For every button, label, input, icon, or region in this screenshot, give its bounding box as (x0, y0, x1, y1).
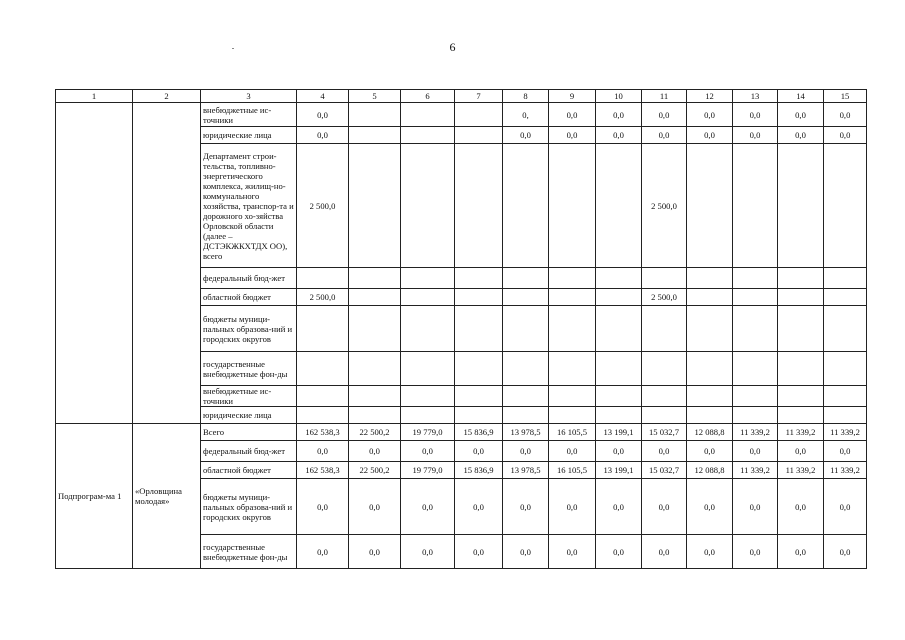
value-cell: 16 105,5 (549, 462, 596, 479)
value-cell (824, 352, 867, 386)
funding-source-label: Всего (201, 424, 297, 441)
value-cell (687, 144, 733, 268)
value-cell (687, 407, 733, 424)
value-cell: 0,0 (503, 127, 549, 144)
value-cell (455, 289, 503, 306)
value-cell (778, 407, 824, 424)
header-cell: 5 (349, 90, 401, 103)
value-cell: 0,0 (733, 535, 778, 569)
value-cell (642, 407, 687, 424)
header-cell: 7 (455, 90, 503, 103)
value-cell: 0,0 (687, 441, 733, 462)
table-row (56, 103, 867, 127)
value-cell (455, 103, 503, 127)
value-cell: 0,0 (297, 535, 349, 569)
value-cell (596, 306, 642, 352)
value-cell (455, 306, 503, 352)
value-cell: 0,0 (455, 535, 503, 569)
value-cell: 0,0 (778, 127, 824, 144)
funding-source-label: бюджеты муници-пальных образова-ний и городских округов (201, 306, 297, 352)
value-cell: 0,0 (687, 127, 733, 144)
value-cell: 0,0 (733, 127, 778, 144)
value-cell (778, 289, 824, 306)
header-cell: 11 (642, 90, 687, 103)
value-cell: 0,0 (824, 479, 867, 535)
value-cell (349, 127, 401, 144)
value-cell: 0,0 (401, 479, 455, 535)
value-cell: 0,0 (401, 535, 455, 569)
value-cell (687, 268, 733, 289)
value-cell: 0,0 (549, 479, 596, 535)
value-cell (455, 268, 503, 289)
value-cell (778, 144, 824, 268)
value-cell (503, 407, 549, 424)
value-cell (401, 127, 455, 144)
value-cell (596, 268, 642, 289)
funding-source-label: областной бюджет (201, 289, 297, 306)
value-cell (297, 352, 349, 386)
value-cell: 11 339,2 (778, 462, 824, 479)
value-cell (297, 386, 349, 407)
value-cell (733, 268, 778, 289)
page-number: 6 (449, 40, 456, 54)
value-cell (401, 103, 455, 127)
value-cell (349, 289, 401, 306)
value-cell: 0,0 (778, 479, 824, 535)
value-cell: 0,0 (549, 535, 596, 569)
value-cell (401, 306, 455, 352)
value-cell (687, 352, 733, 386)
value-cell (549, 268, 596, 289)
value-cell: 0,0 (687, 535, 733, 569)
value-cell (687, 306, 733, 352)
value-cell: 0,0 (687, 103, 733, 127)
value-cell: 0,0 (349, 441, 401, 462)
value-cell: 0, (503, 103, 549, 127)
value-cell (401, 407, 455, 424)
value-cell: 0,0 (642, 479, 687, 535)
value-cell: 11 339,2 (733, 424, 778, 441)
value-cell (549, 289, 596, 306)
value-cell (349, 407, 401, 424)
value-cell (596, 386, 642, 407)
header-cell: 2 (133, 90, 201, 103)
value-cell: 0,0 (733, 479, 778, 535)
value-cell (349, 352, 401, 386)
funding-source-label: внебюджетные ис-точники (201, 103, 297, 127)
value-cell (687, 289, 733, 306)
value-cell (297, 268, 349, 289)
value-cell: 15 836,9 (455, 424, 503, 441)
value-cell: 0,0 (596, 103, 642, 127)
value-cell (349, 386, 401, 407)
funding-source-label: федеральный бюд-жет (201, 268, 297, 289)
value-cell: 0,0 (824, 127, 867, 144)
header-cell: 6 (401, 90, 455, 103)
value-cell (596, 144, 642, 268)
budget-table (55, 89, 867, 569)
value-cell (733, 352, 778, 386)
value-cell (549, 407, 596, 424)
value-cell: 0,0 (503, 479, 549, 535)
value-cell (778, 306, 824, 352)
value-cell: 2 500,0 (297, 144, 349, 268)
value-cell (687, 386, 733, 407)
value-cell: 0,0 (297, 127, 349, 144)
value-cell (824, 268, 867, 289)
value-cell: 11 339,2 (733, 462, 778, 479)
value-cell (503, 306, 549, 352)
value-cell (733, 289, 778, 306)
funding-source-label: государственные внебюджетные фон-ды (201, 535, 297, 569)
header-cell: 1 (56, 90, 133, 103)
subprogram-name: Подпрограм-ма 1 (56, 424, 133, 569)
value-cell (596, 407, 642, 424)
value-cell: 0,0 (549, 127, 596, 144)
value-cell (642, 306, 687, 352)
header-cell: 9 (549, 90, 596, 103)
value-cell (642, 352, 687, 386)
value-cell: 13 978,5 (503, 424, 549, 441)
value-cell (778, 386, 824, 407)
value-cell (596, 352, 642, 386)
value-cell: 0,0 (349, 535, 401, 569)
value-cell (733, 144, 778, 268)
value-cell: 0,0 (549, 441, 596, 462)
funding-source-label: государственные внебюджетные фон-ды (201, 352, 297, 386)
value-cell: 0,0 (596, 441, 642, 462)
value-cell: 0,0 (596, 535, 642, 569)
value-cell (401, 352, 455, 386)
value-cell: 0,0 (733, 441, 778, 462)
executor-cell-empty (133, 103, 201, 424)
value-cell (297, 306, 349, 352)
value-cell: 13 978,5 (503, 462, 549, 479)
value-cell: 12 088,8 (687, 424, 733, 441)
header-cell: 12 (687, 90, 733, 103)
header-cell: 14 (778, 90, 824, 103)
table-row (56, 424, 867, 441)
value-cell: 0,0 (455, 441, 503, 462)
value-cell: 11 339,2 (778, 424, 824, 441)
value-cell (549, 144, 596, 268)
value-cell: 22 500,2 (349, 424, 401, 441)
value-cell: 0,0 (642, 441, 687, 462)
value-cell: 2 500,0 (642, 289, 687, 306)
value-cell (733, 407, 778, 424)
value-cell: 0,0 (642, 127, 687, 144)
value-cell: 22 500,2 (349, 462, 401, 479)
value-cell: 0,0 (297, 479, 349, 535)
scan-speck (232, 48, 234, 49)
funding-source-label: юридические лица (201, 127, 297, 144)
value-cell (824, 289, 867, 306)
value-cell: 0,0 (733, 103, 778, 127)
value-cell (401, 289, 455, 306)
value-cell: 16 105,5 (549, 424, 596, 441)
table-body (56, 90, 867, 569)
funding-source-label: Департамент строи-тельства, топливно-энергетического комплекса, жилищ-но-коммунального хозяйства, транспор-та и дорожного хо-зяйства Орловской области (далее – ДСТЭКЖКХТДХ ОО), всего (201, 144, 297, 268)
value-cell (824, 144, 867, 268)
value-cell: 0,0 (778, 441, 824, 462)
value-cell (596, 289, 642, 306)
value-cell: 0,0 (824, 535, 867, 569)
value-cell: 13 199,1 (596, 424, 642, 441)
value-cell (824, 407, 867, 424)
value-cell: 0,0 (824, 441, 867, 462)
value-cell: 0,0 (596, 127, 642, 144)
value-cell: 15 032,7 (642, 424, 687, 441)
value-cell (503, 386, 549, 407)
value-cell: 0,0 (596, 479, 642, 535)
value-cell: 0,0 (503, 535, 549, 569)
header-cell: 15 (824, 90, 867, 103)
value-cell (778, 352, 824, 386)
value-cell (401, 268, 455, 289)
value-cell (549, 306, 596, 352)
value-cell: 0,0 (549, 103, 596, 127)
value-cell (455, 386, 503, 407)
value-cell (503, 268, 549, 289)
funding-source-label: внебюджетные ис-точники (201, 386, 297, 407)
value-cell: 0,0 (642, 535, 687, 569)
header-cell: 3 (201, 90, 297, 103)
value-cell: 0,0 (503, 441, 549, 462)
value-cell (778, 268, 824, 289)
value-cell (642, 386, 687, 407)
value-cell: 13 199,1 (596, 462, 642, 479)
value-cell (455, 352, 503, 386)
value-cell (349, 144, 401, 268)
value-cell (455, 127, 503, 144)
value-cell (824, 306, 867, 352)
header-cell: 13 (733, 90, 778, 103)
value-cell (401, 144, 455, 268)
value-cell: 19 779,0 (401, 462, 455, 479)
funding-source-label: бюджеты муници-пальных образова-ний и городских округов (201, 479, 297, 535)
subprogram-title: «Орловщина молодая» (133, 424, 201, 569)
value-cell: 0,0 (778, 535, 824, 569)
value-cell: 2 500,0 (297, 289, 349, 306)
program-cell-empty (56, 103, 133, 424)
header-cell: 4 (297, 90, 349, 103)
value-cell: 11 339,2 (824, 462, 867, 479)
value-cell (503, 352, 549, 386)
value-cell: 0,0 (297, 103, 349, 127)
header-row (56, 90, 867, 103)
value-cell (349, 268, 401, 289)
value-cell: 0,0 (778, 103, 824, 127)
value-cell (733, 306, 778, 352)
value-cell: 15 032,7 (642, 462, 687, 479)
header-cell: 8 (503, 90, 549, 103)
value-cell: 0,0 (401, 441, 455, 462)
value-cell: 2 500,0 (642, 144, 687, 268)
value-cell: 0,0 (642, 103, 687, 127)
funding-source-label: федеральный бюд-жет (201, 441, 297, 462)
value-cell (549, 352, 596, 386)
value-cell: 0,0 (349, 479, 401, 535)
value-cell: 19 779,0 (401, 424, 455, 441)
value-cell (455, 407, 503, 424)
value-cell: 162 538,3 (297, 462, 349, 479)
value-cell (455, 144, 503, 268)
value-cell (349, 103, 401, 127)
value-cell (297, 407, 349, 424)
value-cell (503, 289, 549, 306)
value-cell: 12 088,8 (687, 462, 733, 479)
header-cell: 10 (596, 90, 642, 103)
value-cell: 11 339,2 (824, 424, 867, 441)
value-cell: 0,0 (297, 441, 349, 462)
value-cell (349, 306, 401, 352)
value-cell (642, 268, 687, 289)
value-cell (733, 386, 778, 407)
value-cell: 15 836,9 (455, 462, 503, 479)
value-cell: 0,0 (824, 103, 867, 127)
value-cell (401, 386, 455, 407)
value-cell: 162 538,3 (297, 424, 349, 441)
value-cell (549, 386, 596, 407)
value-cell: 0,0 (455, 479, 503, 535)
value-cell: 0,0 (687, 479, 733, 535)
funding-source-label: областной бюджет (201, 462, 297, 479)
value-cell (503, 144, 549, 268)
value-cell (824, 386, 867, 407)
funding-source-label: юридические лица (201, 407, 297, 424)
